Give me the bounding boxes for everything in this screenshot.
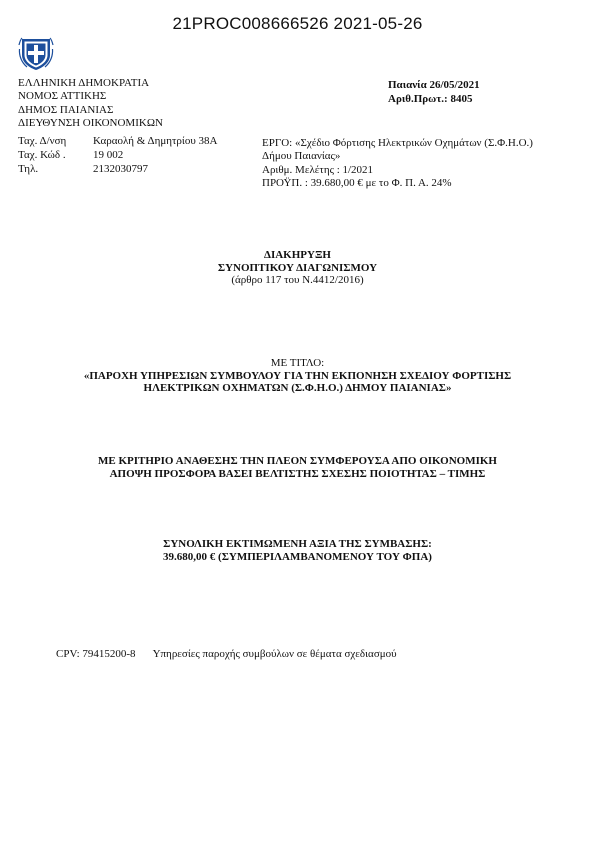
address-value: Καραολή & Δημητρίου 38Α	[93, 135, 218, 147]
title-block	[0, 357, 595, 395]
project-budget: ΠΡΟΫΠ. : 39.680,00 € με το Φ. Π. Α. 24%	[262, 176, 452, 189]
issuer-municipality: ΔΗΜΟΣ ΠΑΙΑΝΙΑΣ	[18, 103, 114, 116]
address-value: 19 002	[93, 149, 124, 161]
greek-emblem-icon	[18, 35, 54, 71]
issuer-prefecture: ΝΟΜΟΣ ΑΤΤΙΚΗΣ	[18, 90, 107, 103]
cpv-description: Υπηρεσίες παροχής συμβούλων σε θέματα σχεδιασμού	[152, 648, 397, 660]
contract-value-label: ΣΥΝΟΛΙΚΗ ΕΚΤΙΜΩΜΕΝΗ ΑΞΙΑ ΤΗΣ ΣΥΜΒΑΣΗΣ:	[163, 538, 432, 550]
criterion-line1: ΜΕ ΚΡΙΤΗΡΙΟ ΑΝΑΘΕΣΗΣ ΤΗΝ ΠΛΕΟΝ ΣΥΜΦΕΡΟΥΣΑ ΑΠΟ ΟΙΚΟΝΟΜΙΚΗ	[98, 455, 497, 467]
title-line1: «ΠΑΡΟΧΗ ΥΠΗΡΕΣΙΩΝ ΣΥΜΒΟΥΛΟΥ ΓΙΑ ΤΗΝ ΕΚΠΟΝΗΣΗ ΣΧΕΔΙΟΥ ΦΟΡΤΙΣΗΣ	[83, 369, 512, 382]
address-label: Ταχ. Δ/νση	[18, 135, 67, 147]
title-line2: ΗΛΕΚΤΡΙΚΩΝ ΟΧΗΜΑΤΩΝ (Σ.Φ.Η.Ο.) ΔΗΜΟΥ ΠΑΙΑΝΙΑΣ»	[143, 382, 452, 394]
project-title-line2: Δήμου Παιανίας»	[262, 150, 341, 163]
declaration-subtitle: ΣΥΝΟΠΤΙΚΟΥ ΔΙΑΓΩΝΙΣΜΟΥ	[217, 261, 378, 274]
contract-value-block	[0, 538, 595, 563]
project-title-line1: ΕΡΓΟ: «Σχέδιο Φόρτισης Ηλεκτρικών Οχημάτων (Σ.Φ.Η.Ο.)	[262, 137, 533, 149]
criterion-block	[0, 455, 595, 480]
issuer-department: ΔΙΕΥΘΥΝΣΗ ΟΙΚΟΝΟΜΙΚΩΝ	[18, 116, 163, 129]
cpv-line	[56, 648, 397, 660]
address-row-postcode	[18, 149, 217, 163]
title-label: ΜΕ ΤΙΤΛΟ:	[270, 357, 325, 369]
address-value: 2132030797	[93, 163, 148, 175]
address-block	[18, 135, 217, 177]
declaration-title: ΔΙΑΚΗΡΥΞΗ	[264, 249, 331, 261]
document-stamp: 21PROC008666526 2021-05-26	[172, 14, 423, 33]
place-date: Παιανία 26/05/2021	[388, 79, 480, 91]
contract-value-amount: 39.680,00 € (ΣΥΜΠΕΡΙΛΑΜΒΑΝΟΜΕΝΟΥ ΤΟΥ ΦΠΑ)	[163, 550, 432, 563]
criterion-line2: ΑΠΟΨΗ ΠΡΟΣΦΟΡΑ ΒΑΣΕΙ ΒΕΛΤΙΣΤΗΣ ΣΧΕΣΗΣ ΠΟΙΟΤΗΤΑΣ – ΤΙΜΗΣ	[109, 467, 486, 480]
protocol-number: Αριθ.Πρωτ.: 8405	[388, 93, 473, 105]
issuer-country: ΕΛΛΗΝΙΚΗ ΔΗΜΟΚΡΑΤΙΑ	[18, 77, 150, 89]
address-label: Τηλ.	[18, 163, 39, 175]
declaration-law: (άρθρο 117 του Ν.4412/2016)	[231, 274, 364, 286]
cpv-code: CPV: 79415200-8	[56, 648, 136, 660]
project-block	[262, 137, 533, 190]
declaration-block	[0, 249, 595, 287]
date-protocol-block	[388, 78, 480, 106]
address-label: Ταχ. Κώδ .	[18, 149, 66, 161]
study-number: Αριθμ. Μελέτης : 1/2021	[262, 163, 374, 176]
address-row-street	[18, 135, 217, 149]
issuer-block	[18, 77, 163, 130]
address-row-phone	[18, 163, 217, 177]
